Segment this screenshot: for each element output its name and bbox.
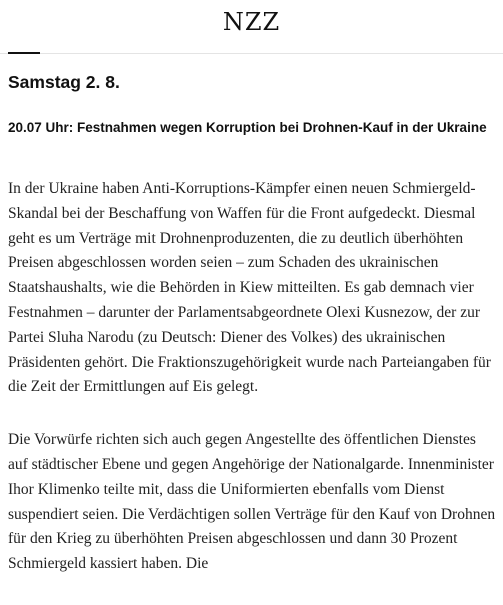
header-divider — [0, 53, 503, 54]
body-paragraph: Die Vorwürfe richten sich auch gegen Angestellte des öffentlichen Dienstes auf städtischer Ebene und gegen Angehörige der Nationalgarde. Innenminister Ihor Klimenko teilte mit, dass die Uniformierten ebenfalls vom Dienst suspendiert seien. Die Verdächtigen sollen Verträge für den Kauf von Drohnen für den Krieg zu überhöhten Preisen abgeschlossen und dann 30 Prozent Schmiergeld kassiert haben. Die — [8, 431, 496, 573]
body-paragraph: In der Ukraine haben Anti-Korruptions-Kämpfer einen neuen Schmiergeld-Skandal bei der Beschaffung von Waffen für die Front aufgedeckt. Diesmal geht es um Verträge mit Drohnenproduzenten, die zu deutlich überhöhten Preisen abgeschlossen worden seien – zum Schaden des ukrainischen Staatshaushalts, wie die Behörden in Kiew mitteilten. Es gab demnach vier Festnahmen – darunter der Parlamentsabgeordnete Olexi Kusnezow, der zur Partei Sluha Narodu (zu Deutsch: Diener des Volkes) des ukrainischen Präsidenten gehört. Die Fraktionszugehörigkeit wurde nach Parteiangaben für die Zeit der Ermittlungen auf Eis gelegt. — [8, 180, 491, 396]
date-heading: Samstag 2. 8. — [8, 72, 120, 92]
divider-accent — [8, 52, 40, 54]
entry-body — [8, 177, 497, 605]
nzz-logo[interactable]: NZZ — [222, 8, 281, 36]
masthead — [0, 0, 503, 44]
entry-headline: 20.07 Uhr: Festnahmen wegen Korruption bei Drohnen-Kauf in der Ukraine — [8, 120, 487, 135]
